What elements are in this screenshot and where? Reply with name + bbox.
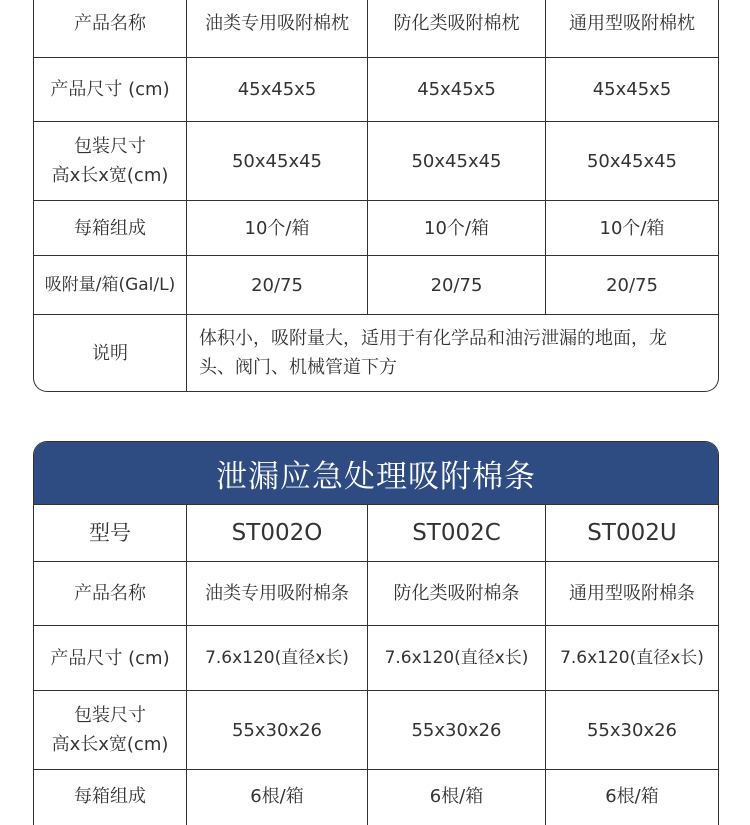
- table-cell: 10个/箱: [368, 201, 546, 255]
- table-row: [34, 58, 718, 122]
- row-label: [34, 691, 187, 769]
- table-cell: 防化类吸附棉枕: [368, 0, 546, 57]
- row-label: 型号: [34, 505, 187, 561]
- table-cell: ST002U: [587, 519, 677, 546]
- table-row: [34, 315, 718, 391]
- row-label-line: 高x长x宽(cm): [51, 734, 169, 755]
- table-row: [34, 256, 718, 315]
- table-row: [34, 122, 718, 201]
- table-cell: 45x45x5: [368, 58, 546, 121]
- table-cell: 55x30x26: [586, 719, 678, 741]
- row-label-line: 高x长x宽(cm): [51, 165, 169, 186]
- row-label: 吸附量/箱(Gal/L): [34, 256, 187, 314]
- table-cell: 45x45x5: [592, 79, 672, 100]
- row-label: 说明: [34, 315, 187, 391]
- row-label: 产品名称: [34, 0, 187, 57]
- table-cell: 6根/箱: [605, 786, 659, 807]
- table-cell: 7.6x120(直径x长): [187, 626, 368, 690]
- description-cell: 体积小，吸附量大，适用于有化学品和油污泄漏的地面，龙头、阀门、机械管道下方: [199, 328, 667, 378]
- table-row: [34, 562, 718, 626]
- table-cell: ST002O: [187, 505, 368, 561]
- table-cell: 10个/箱: [599, 217, 665, 239]
- table-cell: 通用型吸附棉条: [569, 583, 695, 604]
- row-label: [34, 122, 187, 200]
- product-spec-table-socks: [33, 441, 719, 825]
- table-cell: 防化类吸附棉条: [368, 562, 546, 625]
- table-cell: 油类专用吸附棉枕: [187, 0, 368, 57]
- table-cell: 6根/箱: [368, 770, 546, 825]
- table-cell: 45x45x5: [187, 58, 368, 121]
- row-label: 每箱组成: [34, 201, 187, 255]
- table-cell: 7.6x120(直径x长): [368, 626, 546, 690]
- row-label: 产品名称: [34, 562, 187, 625]
- row-label: 产品尺寸 (cm): [34, 626, 187, 690]
- table-cell: 50x45x45: [586, 150, 678, 172]
- table-cell: 7.6x120(直径x长): [560, 647, 704, 668]
- table-cell: 50x45x45: [368, 122, 546, 200]
- table-cell: 20/75: [606, 274, 658, 296]
- table-cell: 通用型吸附棉枕: [569, 13, 695, 34]
- table-cell: 20/75: [187, 256, 368, 314]
- table-row: [34, 626, 718, 691]
- table-row: [34, 691, 718, 770]
- table-row: [34, 201, 718, 256]
- table-cell: 55x30x26: [187, 691, 368, 769]
- table-cell: 20/75: [368, 256, 546, 314]
- table-cell: 6根/箱: [187, 770, 368, 825]
- table-title: 泄漏应急处理吸附棉条: [34, 442, 718, 504]
- row-label: 每箱组成: [34, 770, 187, 825]
- row-label: 产品尺寸 (cm): [34, 58, 187, 121]
- table-row: [34, 0, 718, 58]
- row-label-line: 包装尺寸: [74, 136, 146, 157]
- table-cell: 55x30x26: [368, 691, 546, 769]
- table-row: [34, 770, 718, 825]
- row-label-line: 包装尺寸: [74, 705, 146, 726]
- table-cell: 10个/箱: [187, 201, 368, 255]
- table-cell: ST002C: [368, 505, 546, 561]
- table-row: [34, 504, 718, 562]
- table-cell: 油类专用吸附棉条: [187, 562, 368, 625]
- table-cell: 50x45x45: [187, 122, 368, 200]
- product-spec-table-pillows: [33, 0, 719, 392]
